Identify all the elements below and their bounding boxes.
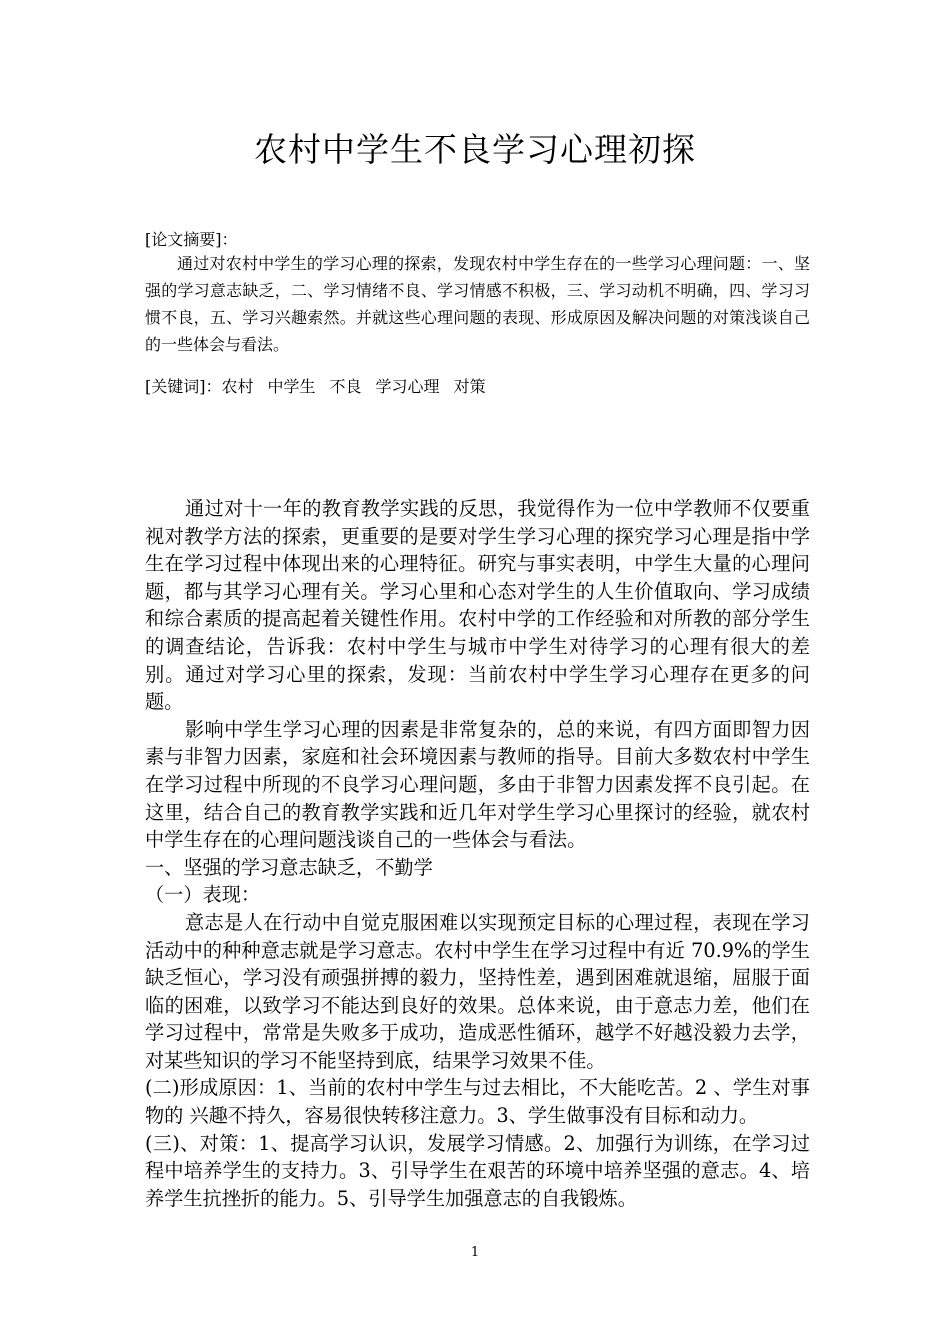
- abstract-label: [论文摘要]：: [145, 230, 238, 249]
- keywords-line: [145, 373, 810, 400]
- page-number: 1: [470, 1245, 480, 1260]
- keyword: 学习心理: [375, 377, 440, 396]
- section-heading: 一、坚强的学习意志缺乏，不勤学: [145, 855, 433, 879]
- keyword: 不良: [329, 377, 362, 396]
- paragraph: (三)、对策：1、提高学习认识，发展学习情感。2、加强行为训练，在学习过程中培养学生的支持力。3、引导学生在艰苦的环境中培养坚强的意志。4、培养学生抗挫折的能力。5、引导学生加强意志的自我锻炼。: [145, 1131, 810, 1210]
- keyword: 中学生: [267, 377, 316, 396]
- keyword: 农村: [221, 377, 254, 396]
- paragraph: 意志是人在行动中自觉克服困难以实现预定目标的心理过程，表现在学习活动中的种种意志就是学习意志。农村中学生在学习过程中有近 70.9%的学生缺乏恒心，学习没有顽强拼搏的毅力，坚持性差，遇到困难就退缩，屈服于面临的困难，以致学习不能达到良好的效果。总体来说，由于意志力差，他们在学习过程中，常常是失败多于成功，造成恶性循环，越学不好越没毅力去学，对某些知识的学习不能坚持到底，结果学习效果不佳。: [145, 910, 810, 1072]
- keywords-label: [关键词]：: [145, 377, 222, 396]
- paragraph: 通过对十一年的教育教学实践的反思，我觉得作为一位中学教师不仅要重视对教学方法的探索，更重要的是要对学生学习心理的探究学习心理是指中学生在学习过程中体现出来的心理特征。研究与事实表明，中学生大量的心理问题，都与其学习心理有关。学习心里和心态对学生的人生价值取向、学习成绩和综合素质的提高起着关键性作用。农村中学的工作经验和对所教的部分学生的调查结论，告诉我：农村中学生与城市中学生对待学习的心理有很大的差别。通过对学习心里的探索，发现：当前农村中学生学习心理存在更多的问题。: [145, 497, 810, 714]
- paragraph: (二)形成原因：1、当前的农村中学生与过去相比，不大能吃苦。2 、学生对事物的 兴趣不持久，容易很快转移注意力。3、学生做事没有目标和动力。: [145, 1076, 810, 1128]
- paragraph: 影响中学生学习心理的因素是非常复杂的，总的来说，有四方面即智力因素与非智力因素，家庭和社会环境因素与教师的指导。目前大多数农村中学生在学习过程中所现的不良学习心理问题，多由于非智力因素发挥不良引起。在这里，结合自己的教育教学实践和近几年对学生学习心里探讨的经验，就农村中学生存在的心理问题浅谈自己的一些体会与看法。: [145, 717, 810, 852]
- body-text: [145, 495, 810, 1212]
- keyword: 对策: [453, 377, 486, 396]
- abstract-text: 通过对农村中学生的学习心理的探索，发现农村中学生存在的一些学习心理问题：一、坚强的学习意志缺乏，二、学习情绪不良、学习情感不积极，三、学习动机不明确，四、学习习惯不良，五、学习兴趣索然。并就这些心理问题的表现、形成原因及解决问题的对策浅谈自己的一些体会与看法。: [145, 254, 810, 354]
- subsection-heading: （一）表现：: [145, 883, 261, 907]
- document-title: 农村中学生不良学习心理初探: [254, 130, 696, 169]
